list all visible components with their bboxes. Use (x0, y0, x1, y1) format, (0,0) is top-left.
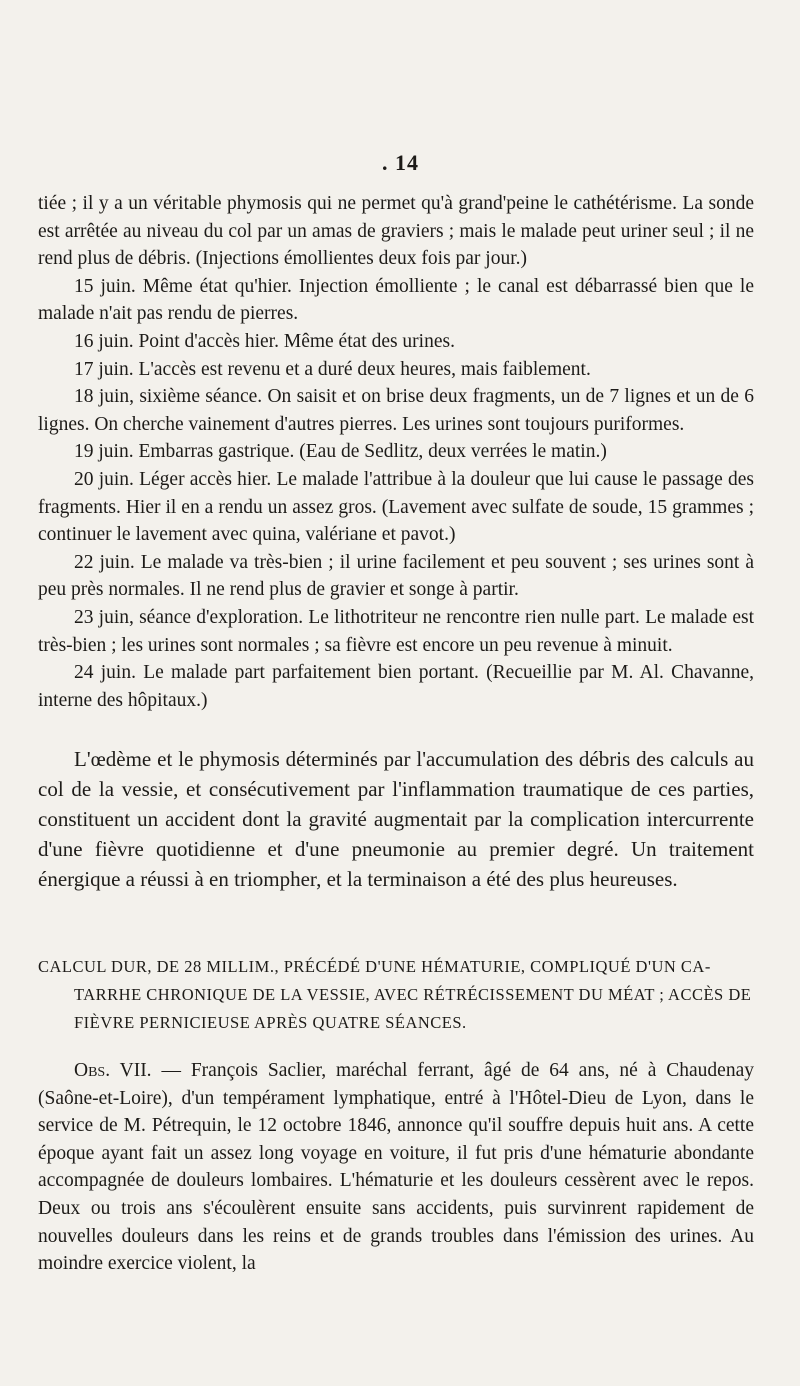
journal-entry-continuation: tiée ; il y a un véritable phymosis qui ne permet qu'à grand'peine le cathétérisme. La sonde est arrêtée au niveau du col par un amas de graviers ; mais le malade peut uriner seul ; il ne rend plus de débris. (Injections émollientes deux fois par jour.) (38, 193, 754, 270)
observation-paragraph (38, 1057, 754, 1278)
journal-entry-23-juin: 23 juin, séance d'exploration. Le lithotriteur ne rencontre rien nulle part. Le malade est très-bien ; les urines sont normales ; sa fièvre est encore un peu revenue à minuit. (38, 606, 754, 656)
journal-entry-24-juin: 24 juin. Le malade part parfaitement bien portant. (Recueillie par M. Al. Chavanne, interne des hôpitaux.) (38, 662, 754, 711)
journal-entry-20-juin: 20 juin. Léger accès hier. Le malade l'attribue à la douleur que lui cause le passage des fragments. Hier il en a rendu un assez gros. (Lavement avec sulfate de soude, 15 grammes ; continuer le lavement avec quina, valériane et pavot.) (38, 468, 754, 546)
journal-entry-17-juin: 17 juin. L'accès est revenu et a duré deux heures, mais faiblement. (74, 358, 591, 380)
page-number: . 14 (382, 150, 419, 175)
case-heading-line-3: FIÈVRE PERNICIEUSE APRÈS QUATRE SÉANCES. (74, 1013, 467, 1032)
journal-entry-16-juin: 16 juin. Point d'accès hier. Même état des urines. (74, 330, 455, 352)
observation-text: — François Saclier, maréchal ferrant, âgé de 64 ans, né à Chaudenay (Saône-et-Loire), d'un tempérament lymphatique, entré à l'Hôtel-Dieu de Lyon, dans le service de M. Pétrequin, le 12 octobre 1846, annonce qu'il souffre depuis huit ans. A cette époque ayant fait un assez long voyage en voiture, il fut pris d'une hématurie abondante accompagnée de douleurs lombaires. L'hématurie et les douleurs cessèrent avec le repos. Deux ou trois ans s'écoulèrent ensuite sans accidents, puis survinrent rapidement de nouvelles douleurs dans les reins et de grands troubles dans l'émission des urines. Au moindre exercice violent, la (38, 1060, 754, 1275)
journal-entry-15-juin: 15 juin. Même état qu'hier. Injection émolliente ; le canal est débarrassé bien que le malade n'ait pas rendu de pierres. (38, 275, 754, 325)
observation-label: Obs. VII. (74, 1060, 152, 1081)
case-conclusion: L'œdème et le phymosis déterminés par l'accumulation des débris des calculs au col de la vessie, et consécutivement par l'inflammation traumatique de ces parties, constituent un accident dont la gravité augmentait par la complication intercurrente d'une fièvre quotidienne et d'une pneumonie au premier degré. Un traitement énergique a réussi à en triompher, et la terminaison a été des plus heureuses. (38, 747, 754, 891)
journal-entry-19-juin: 19 juin. Embarras gastrique. (Eau de Sedlitz, deux verrées le matin.) (74, 441, 607, 463)
journal-entry-22-juin: 22 juin. Le malade va très-bien ; il urine facilement et peu souvent ; ses urines sont à peu près normales. Il ne rend plus de gravier et songe à partir. (38, 551, 754, 601)
case-heading-line-1: CALCUL DUR, DE 28 MILLIM., PRÉCÉDÉ D'UNE HÉMATURIE, COMPLIQUÉ D'UN CA- (38, 957, 711, 976)
journal-entry-18-juin: 18 juin, sixième séance. On saisit et on brise deux fragments, un de 7 lignes et un de 6 lignes. On cherche vainement d'autres pierres. Les urines sont toujours puriformes. (38, 386, 754, 435)
case-heading-line-2: TARRHE CHRONIQUE DE LA VESSIE, AVEC RÉTRÉCISSEMENT DU MÉAT ; ACCÈS DE (74, 985, 752, 1004)
case-journal (38, 190, 754, 714)
case-heading (38, 953, 754, 1037)
